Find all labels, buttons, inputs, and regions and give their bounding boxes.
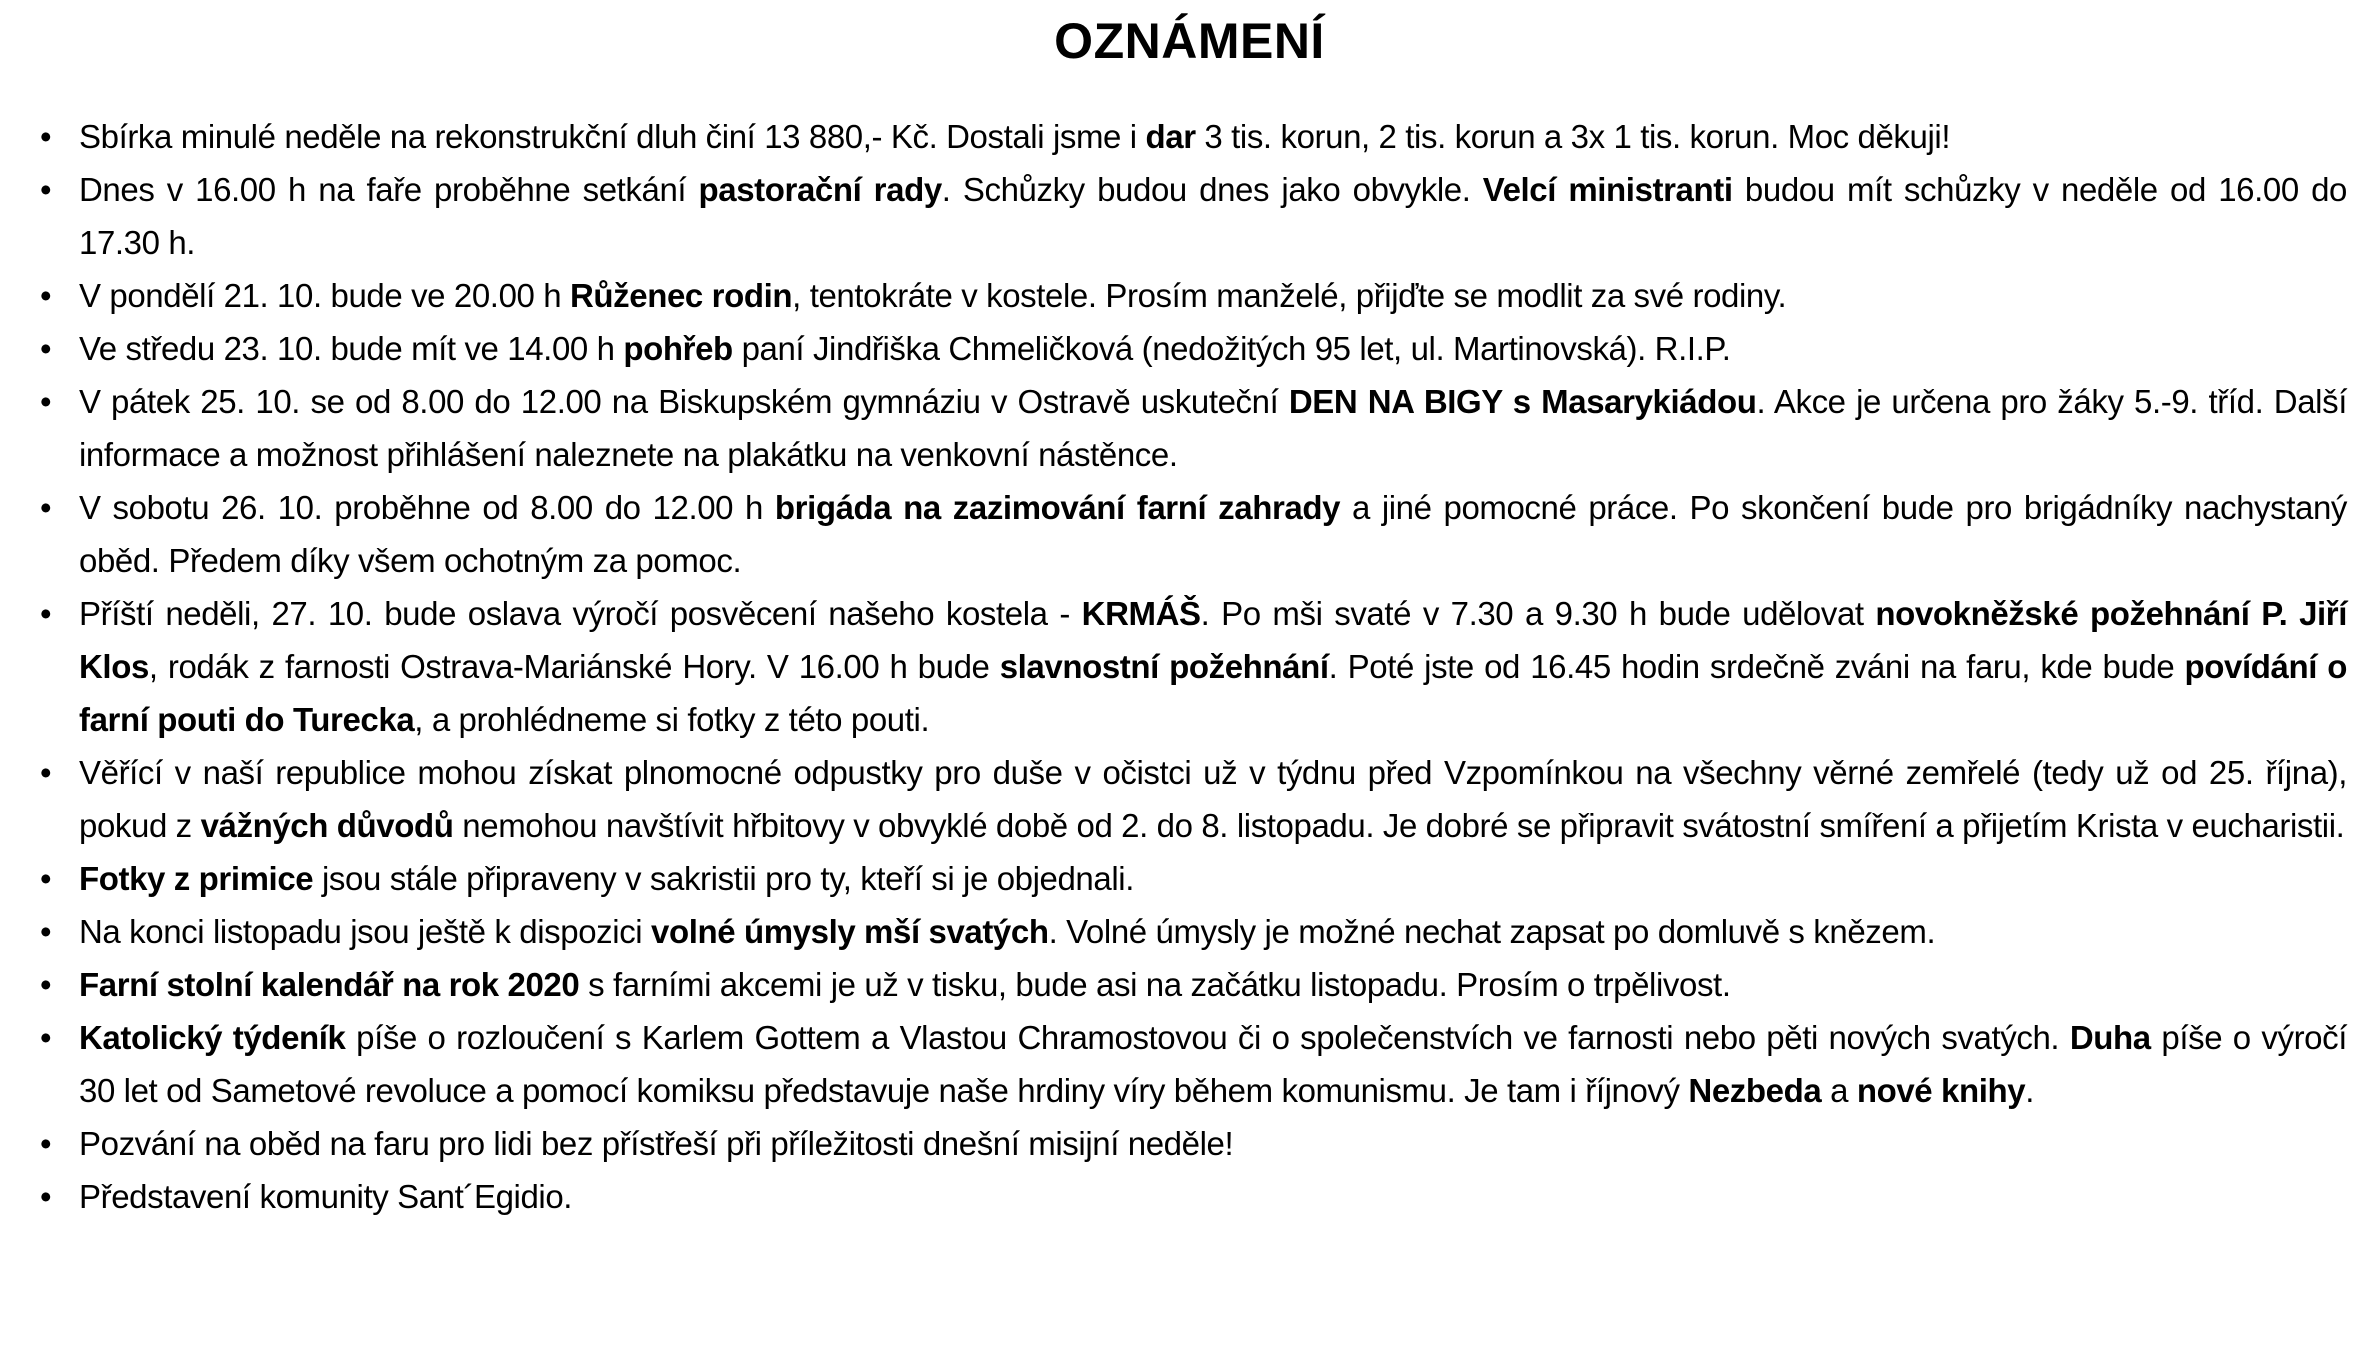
bullet-icon: •: [40, 966, 52, 1003]
bullet-icon: •: [40, 489, 52, 526]
bullet-icon: •: [40, 1125, 52, 1162]
announcement-text: V sobotu 26. 10. proběhne od 8.00 do 12.00 h brigáda na zazimování farní zahrady a jiné pomocné práce. Po skončení bude pro brigádníky nachystaný oběd. Předem díky všem ochotným za pomoc.: [79, 489, 2347, 579]
announcement-text: V pátek 25. 10. se od 8.00 do 12.00 na Biskupském gymnáziu v Ostravě uskuteční DEN NA BIGY s Masarykiádou. Akce je určena pro žáky 5.-9. tříd. Další informace a možnost přihlášení naleznete na plakátku na venkovní nástěnce.: [79, 383, 2347, 473]
list-item: [32, 1170, 2347, 1223]
bullet-icon: •: [40, 118, 52, 155]
announcement-text: Věřící v naší republice mohou získat plnomocné odpustky pro duše v očistci už v týdnu před Vzpomínkou na všechny věrné zemřelé (tedy už od 25. října), pokud z vážných důvodů nemohou navštívit hřbitovy v obvyklé době od 2. do 8. listopadu. Je dobré se připravit svátostní smíření a přijetím Krista v eucharistii.: [79, 754, 2347, 844]
bullet-icon: •: [40, 330, 52, 367]
bullet-icon: •: [40, 277, 52, 314]
list-item: [32, 905, 2347, 958]
announcement-text: Příští neděli, 27. 10. bude oslava výročí posvěcení našeho kostela - KRMÁŠ. Po mši svaté v 7.30 a 9.30 h bude udělovat novokněžské požehnání P. Jiří Klos, rodák z farnosti Ostrava-Mariánské Hory. V 16.00 h bude slavnostní požehnání. Poté jste od 16.45 hodin srdečně zváni na faru, kde bude povídání o farní pouti do Turecka, a prohlédneme si fotky z této pouti.: [79, 595, 2348, 738]
page-title: OZNÁMENÍ: [1054, 13, 1325, 69]
announcement-text: Farní stolní kalendář na rok 2020 s farními akcemi je už v tisku, bude asi na začátku listopadu. Prosím o trpělivost.: [79, 966, 1731, 1003]
bullet-icon: •: [40, 860, 52, 897]
bullet-icon: •: [40, 171, 52, 208]
bullet-icon: •: [40, 595, 52, 632]
announcement-text: Fotky z primice jsou stále připraveny v sakristii pro ty, kteří si je objednali.: [79, 860, 1134, 897]
list-item: [32, 746, 2347, 852]
list-item: [32, 481, 2347, 587]
announcement-text: Dnes v 16.00 h na faře proběhne setkání pastorační rady. Schůzky budou dnes jako obvykle. Velcí ministranti budou mít schůzky v neděle od 16.00 do 17.30 h.: [79, 171, 2347, 261]
list-item: [32, 958, 2347, 1011]
list-item: [32, 1011, 2347, 1117]
bullet-icon: •: [40, 1178, 52, 1215]
announcement-text: Katolický týdeník píše o rozloučení s Karlem Gottem a Vlastou Chramostovou či o společenstvích ve farnosti nebo pěti nových svatých. Duha píše o výročí 30 let od Sametové revoluce a pomocí komiksu představuje naše hrdiny víry během komunismu. Je tam i říjnový Nezbeda a nové knihy.: [79, 1019, 2347, 1109]
announcement-text: Sbírka minulé neděle na rekonstrukční dluh činí 13 880,- Kč. Dostali jsme i dar 3 tis. korun, 2 tis. korun a 3x 1 tis. korun. Moc děkuji!: [79, 118, 1951, 155]
announcement-text: Ve středu 23. 10. bude mít ve 14.00 h pohřeb paní Jindřiška Chmeličková (nedožitých 95 let, ul. Martinovská). R.I.P.: [79, 330, 1731, 367]
list-item: [32, 269, 2347, 322]
list-item: [32, 375, 2347, 481]
list-item: [32, 322, 2347, 375]
list-item: [32, 110, 2347, 163]
bullet-icon: •: [40, 913, 52, 950]
list-item: [32, 163, 2347, 269]
announcement-list: [32, 110, 2347, 1223]
announcement-text: V pondělí 21. 10. bude ve 20.00 h Růženec rodin, tentokráte v kostele. Prosím manželé, přijďte se modlit za své rodiny.: [79, 277, 1787, 314]
bullet-icon: •: [40, 754, 52, 791]
announcement-text: Na konci listopadu jsou ještě k dispozici volné úmysly mší svatých. Volné úmysly je možné nechat zapsat po domluvě s knězem.: [79, 913, 1936, 950]
announcement-text: Pozvání na oběd na faru pro lidi bez přístřeší při příležitosti dnešní misijní neděle!: [79, 1125, 1234, 1162]
announcement-text: Představení komunity Sant´Egidio.: [79, 1178, 573, 1215]
list-item: [32, 852, 2347, 905]
list-item: [32, 1117, 2347, 1170]
bullet-icon: •: [40, 1019, 52, 1056]
bullet-icon: •: [40, 383, 52, 420]
list-item: [32, 587, 2347, 746]
